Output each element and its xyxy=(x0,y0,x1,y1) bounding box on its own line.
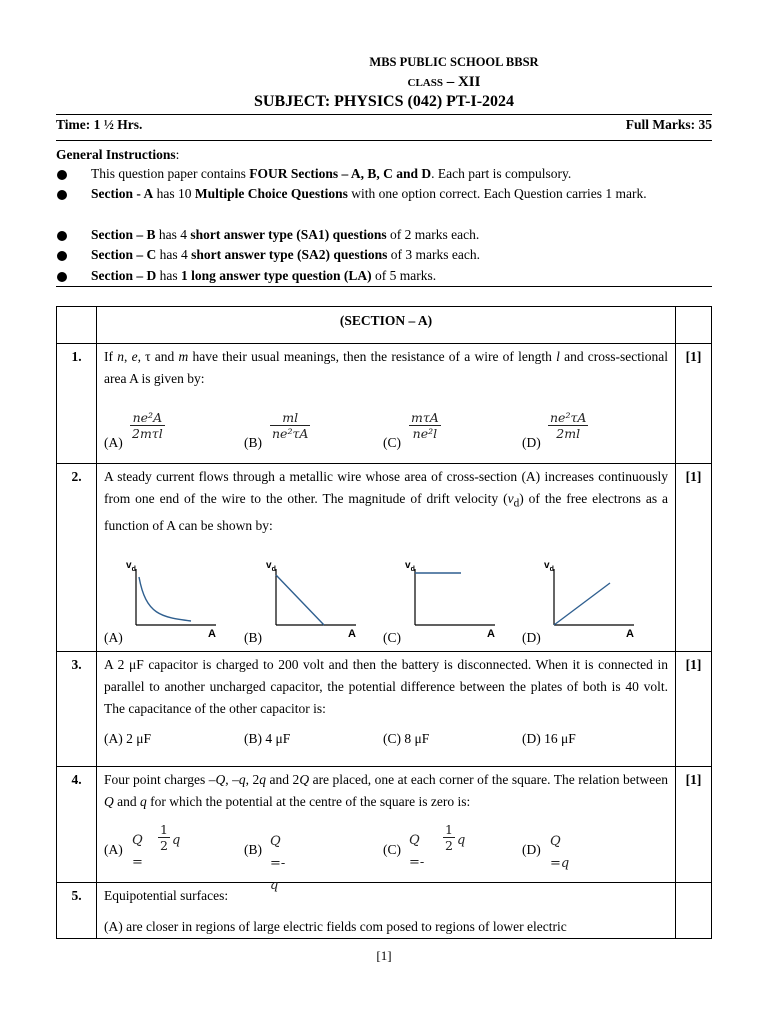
bullet-icon xyxy=(57,170,67,180)
graph-c xyxy=(405,557,505,645)
option-a[interactable]: (A) 2 μF xyxy=(104,730,151,746)
question-number: 1. xyxy=(71,349,82,364)
question-number: 3. xyxy=(71,656,82,672)
section-header-row xyxy=(57,307,712,344)
x-axis-label: A xyxy=(348,627,356,640)
bullet-icon xyxy=(57,231,67,241)
y-axis-label: $v_d$ xyxy=(544,559,554,573)
question-marks: [1] xyxy=(685,656,702,672)
options: (A) ne²A 2mτl (B) $\frac{ml}{\text{ne²τA}}$ (C) mτA ne²l (D) $\frac{\text{ne²τA}}{2ml}$ xyxy=(104,410,587,450)
velocity-curve xyxy=(139,577,191,621)
options: (A) $v_d$ A (B) $v_d$ A (C) $v_d$ A (D) $v_d$ A xyxy=(104,551,668,651)
instructions-heading: General Instructions: xyxy=(56,147,180,162)
instruction-item: Section – B has 4 short answer type (SA1) questions of 2 marks each. xyxy=(56,225,696,246)
question-marks xyxy=(676,883,711,888)
option-c[interactable]: (C) 8 μF xyxy=(383,730,430,746)
question-marks: [1] xyxy=(685,349,702,364)
school-name: MBS PUBLIC SCHOOL BBSR xyxy=(369,55,539,69)
question-number: 2. xyxy=(71,469,82,484)
graph-a xyxy=(126,557,226,645)
fraction: mτA ne²l xyxy=(411,410,439,441)
graph-d xyxy=(544,557,644,645)
bullet-icon xyxy=(57,272,67,282)
question-text: A steady current flows through a metallic wire whose area of cross-section (A) increases continuously from one end of the wire to the other. The magnitude of drift velocity $(v_d)$ of the free electrons as a function of A can be shown by: xyxy=(104,469,668,533)
fraction: ne²A 2mτl xyxy=(132,410,163,441)
header-divider-bottom xyxy=(56,140,712,141)
exam-meta xyxy=(56,117,712,133)
velocity-curve xyxy=(554,583,610,625)
instruction-item: Section – D has 1 long answer type question (LA) of 5 marks. xyxy=(56,266,696,287)
y-axis-label: $v_d$ xyxy=(266,559,276,573)
class-prefix: CLASS xyxy=(407,77,443,89)
questions-table xyxy=(56,306,712,939)
subject-title: SUBJECT: PHYSICS (042) PT-I-2024 xyxy=(253,93,515,110)
options xyxy=(104,724,668,754)
instruction-item: Section - A has 10 Multiple Choice Questions with one option correct. Each Question carries 1 mark. xyxy=(56,184,696,205)
question-text: Four point charges –Q, –q, 2q and 2Q are placed, one at each corner of the square. The relation between Q and q for which the potential at the centre of the square is zero is: xyxy=(104,771,668,809)
fraction: $\frac{ml}{\text{ne²τA}}$ xyxy=(272,410,309,441)
question-row xyxy=(57,344,712,464)
time-allowed: Time: 1 ½ Hrs. xyxy=(56,117,143,132)
class-value: XII xyxy=(457,74,481,90)
x-axis-label: A xyxy=(626,627,634,640)
instructions-divider xyxy=(56,286,712,287)
options: (A) Q = $\frac{1}{2}$ q (B) Q =- q (C) Q =- $\frac{1}{2}$ q (D) Q =q xyxy=(104,821,570,893)
x-axis-label: A xyxy=(487,627,495,640)
y-axis-label: $v_d$ xyxy=(405,559,415,573)
graph-b xyxy=(266,557,366,645)
instruction-item: Section – C has 4 short answer type (SA2) questions of 3 marks each. xyxy=(56,245,696,266)
instruction-item: This question paper contains FOUR Sections – A, B, C and D. Each part is compulsory. xyxy=(56,164,696,185)
bullet-icon xyxy=(57,190,67,200)
option-d[interactable]: (D) 16 μF xyxy=(522,730,576,746)
question-text: A 2 μF capacitor is charged to 200 volt and then the battery is disconnected. When it is connected in parallel to another uncharged capacitor, the potential difference between the plates of both is 40 volt. The capacitance of the other capacitor is: xyxy=(104,656,668,716)
question-row xyxy=(57,464,712,652)
question-marks: [1] xyxy=(685,469,702,484)
question-text: Equipotential surfaces: xyxy=(104,887,229,903)
velocity-curve xyxy=(276,575,324,625)
header-divider-top xyxy=(56,114,712,115)
fraction: $\frac{\text{ne²τA}}{2ml}$ xyxy=(550,410,587,441)
x-axis-label: A xyxy=(208,627,216,640)
question-row xyxy=(57,882,712,938)
fraction: $\frac{1}{2}$ xyxy=(445,821,453,853)
question-row xyxy=(57,766,712,882)
class-line xyxy=(0,74,768,91)
option-b[interactable]: (B) 4 μF xyxy=(244,730,291,746)
y-axis-label: $v_d$ xyxy=(126,559,136,573)
full-marks: Full Marks: 35 xyxy=(625,117,712,132)
section-title: (SECTION – A) xyxy=(339,313,433,328)
fraction: $\frac{1}{2}$ xyxy=(160,821,168,853)
question-text: If n, e, τ and m have their usual meanings, then the resistance of a wire of length l and cross-sectional area A is given by: xyxy=(104,349,669,386)
question-number: 5. xyxy=(71,887,82,903)
question-row xyxy=(57,651,712,766)
question-number: 4. xyxy=(71,771,82,787)
bullet-icon xyxy=(57,251,67,261)
question-marks: [1] xyxy=(685,771,702,787)
class-dash: – xyxy=(442,74,458,90)
option-a[interactable]: (A) are closer in regions of large electric fields com posed to regions of lower electric xyxy=(104,918,567,934)
page-number: [1] xyxy=(376,948,392,963)
